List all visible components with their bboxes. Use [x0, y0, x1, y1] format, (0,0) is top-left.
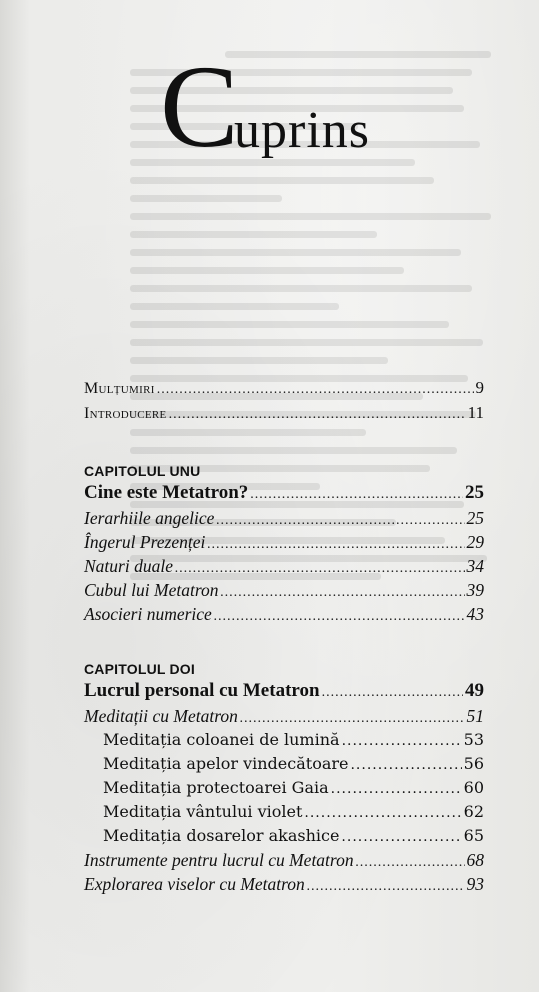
- toc-entry-page: 65: [463, 826, 484, 845]
- leader-dots: [356, 855, 465, 871]
- toc-entry-page: 11: [467, 403, 484, 422]
- toc-entry-label: Ierarhiile angelice: [84, 508, 215, 528]
- toc-entry-label: Meditația protectoarei Gaia: [103, 778, 329, 797]
- toc-entry-label: Asocieri numerice: [84, 604, 212, 624]
- toc-entry-page: 9: [475, 378, 484, 397]
- leader-dots: [221, 585, 465, 601]
- toc-entry-page: 49: [465, 680, 484, 701]
- leader-dots: [322, 685, 463, 701]
- toc-entry-label: Meditația coloanei de lumină: [103, 730, 340, 749]
- title-rest: uprins: [234, 102, 370, 159]
- toc-entry-page: 29: [466, 532, 484, 552]
- leader-dots: [207, 537, 464, 553]
- toc-entry-section[interactable]: [84, 706, 484, 730]
- toc-entry-label: Meditația vântului violet: [103, 802, 303, 821]
- toc-entry-section[interactable]: [84, 556, 484, 580]
- spacer: [84, 628, 484, 658]
- chapter-2-heading: CAPITOLUL DOI: [84, 661, 195, 677]
- leader-dots: [157, 382, 474, 398]
- leader-dots: [342, 733, 462, 749]
- toc-entry-front-2[interactable]: [84, 403, 484, 428]
- toc-entry-page: 39: [466, 580, 484, 600]
- toc-entry-label: Meditația dosarelor akashice: [103, 826, 340, 845]
- toc-entry-section[interactable]: [84, 580, 484, 604]
- toc-entry-label: Meditații cu Metatron: [84, 706, 238, 726]
- chapter-1-title[interactable]: [84, 482, 484, 508]
- toc-entry-label: Mulțumiri: [84, 380, 155, 397]
- leader-dots: [175, 561, 465, 577]
- leader-dots: [250, 487, 463, 503]
- toc-entry-page: 56: [463, 754, 484, 773]
- toc-entry-label: Naturi duale: [84, 556, 173, 576]
- toc-entry-meditation[interactable]: [84, 730, 484, 754]
- toc-entry-meditation[interactable]: [84, 778, 484, 802]
- toc-entry-page: 25: [466, 508, 484, 528]
- toc-entry-page: 53: [463, 730, 484, 749]
- toc-entry-page: 68: [466, 850, 484, 870]
- leader-dots: [350, 757, 461, 773]
- toc-entry-section[interactable]: [84, 874, 484, 898]
- toc-entry-section[interactable]: [84, 532, 484, 556]
- toc-entry-meditation[interactable]: [84, 802, 484, 826]
- toc-entry-section[interactable]: [84, 508, 484, 532]
- toc-entry-label: Introducere: [84, 405, 167, 422]
- leader-dots: [216, 513, 464, 529]
- toc-entry-label: Cine este Metatron?: [84, 482, 249, 503]
- toc-entry-page: 43: [466, 604, 484, 624]
- toc-entry-page: 51: [466, 706, 484, 726]
- toc-entry-section[interactable]: [84, 850, 484, 874]
- spacer: [84, 428, 484, 460]
- toc-entry-page: 93: [466, 874, 484, 894]
- toc-entry-page: 25: [465, 482, 484, 503]
- toc-entry-front-1[interactable]: [84, 378, 484, 403]
- toc-entry-label: Lucrul personal cu Metatron: [84, 680, 320, 701]
- leader-dots: [341, 829, 461, 845]
- leader-dots: [214, 609, 465, 625]
- toc-entry-label: Cubul lui Metatron: [84, 580, 219, 600]
- toc-entry-page: 60: [463, 778, 484, 797]
- table-of-contents: [84, 378, 484, 898]
- toc-entry-meditation[interactable]: [84, 826, 484, 850]
- leader-dots: [307, 879, 465, 895]
- chapter-1-heading: CAPITOLUL UNU: [84, 463, 201, 479]
- toc-entry-label: Îngerul Prezenței: [84, 532, 206, 552]
- chapter-2-title[interactable]: [84, 680, 484, 706]
- toc-entry-section[interactable]: [84, 604, 484, 628]
- toc-entry-label: Meditația apelor vindecătoare: [103, 754, 349, 773]
- toc-entry-label: Instrumente pentru lucrul cu Metatron: [84, 850, 354, 870]
- page-title: [160, 41, 420, 172]
- leader-dots: [331, 781, 462, 797]
- toc-entry-page: 34: [466, 556, 484, 576]
- toc-entry-meditation[interactable]: [84, 754, 484, 778]
- leader-dots: [304, 805, 461, 821]
- leader-dots: [169, 407, 466, 423]
- title-initial: C: [160, 41, 239, 172]
- toc-entry-page: 62: [463, 802, 484, 821]
- toc-entry-label: Explorarea viselor cu Metatron: [84, 874, 305, 894]
- leader-dots: [240, 711, 465, 727]
